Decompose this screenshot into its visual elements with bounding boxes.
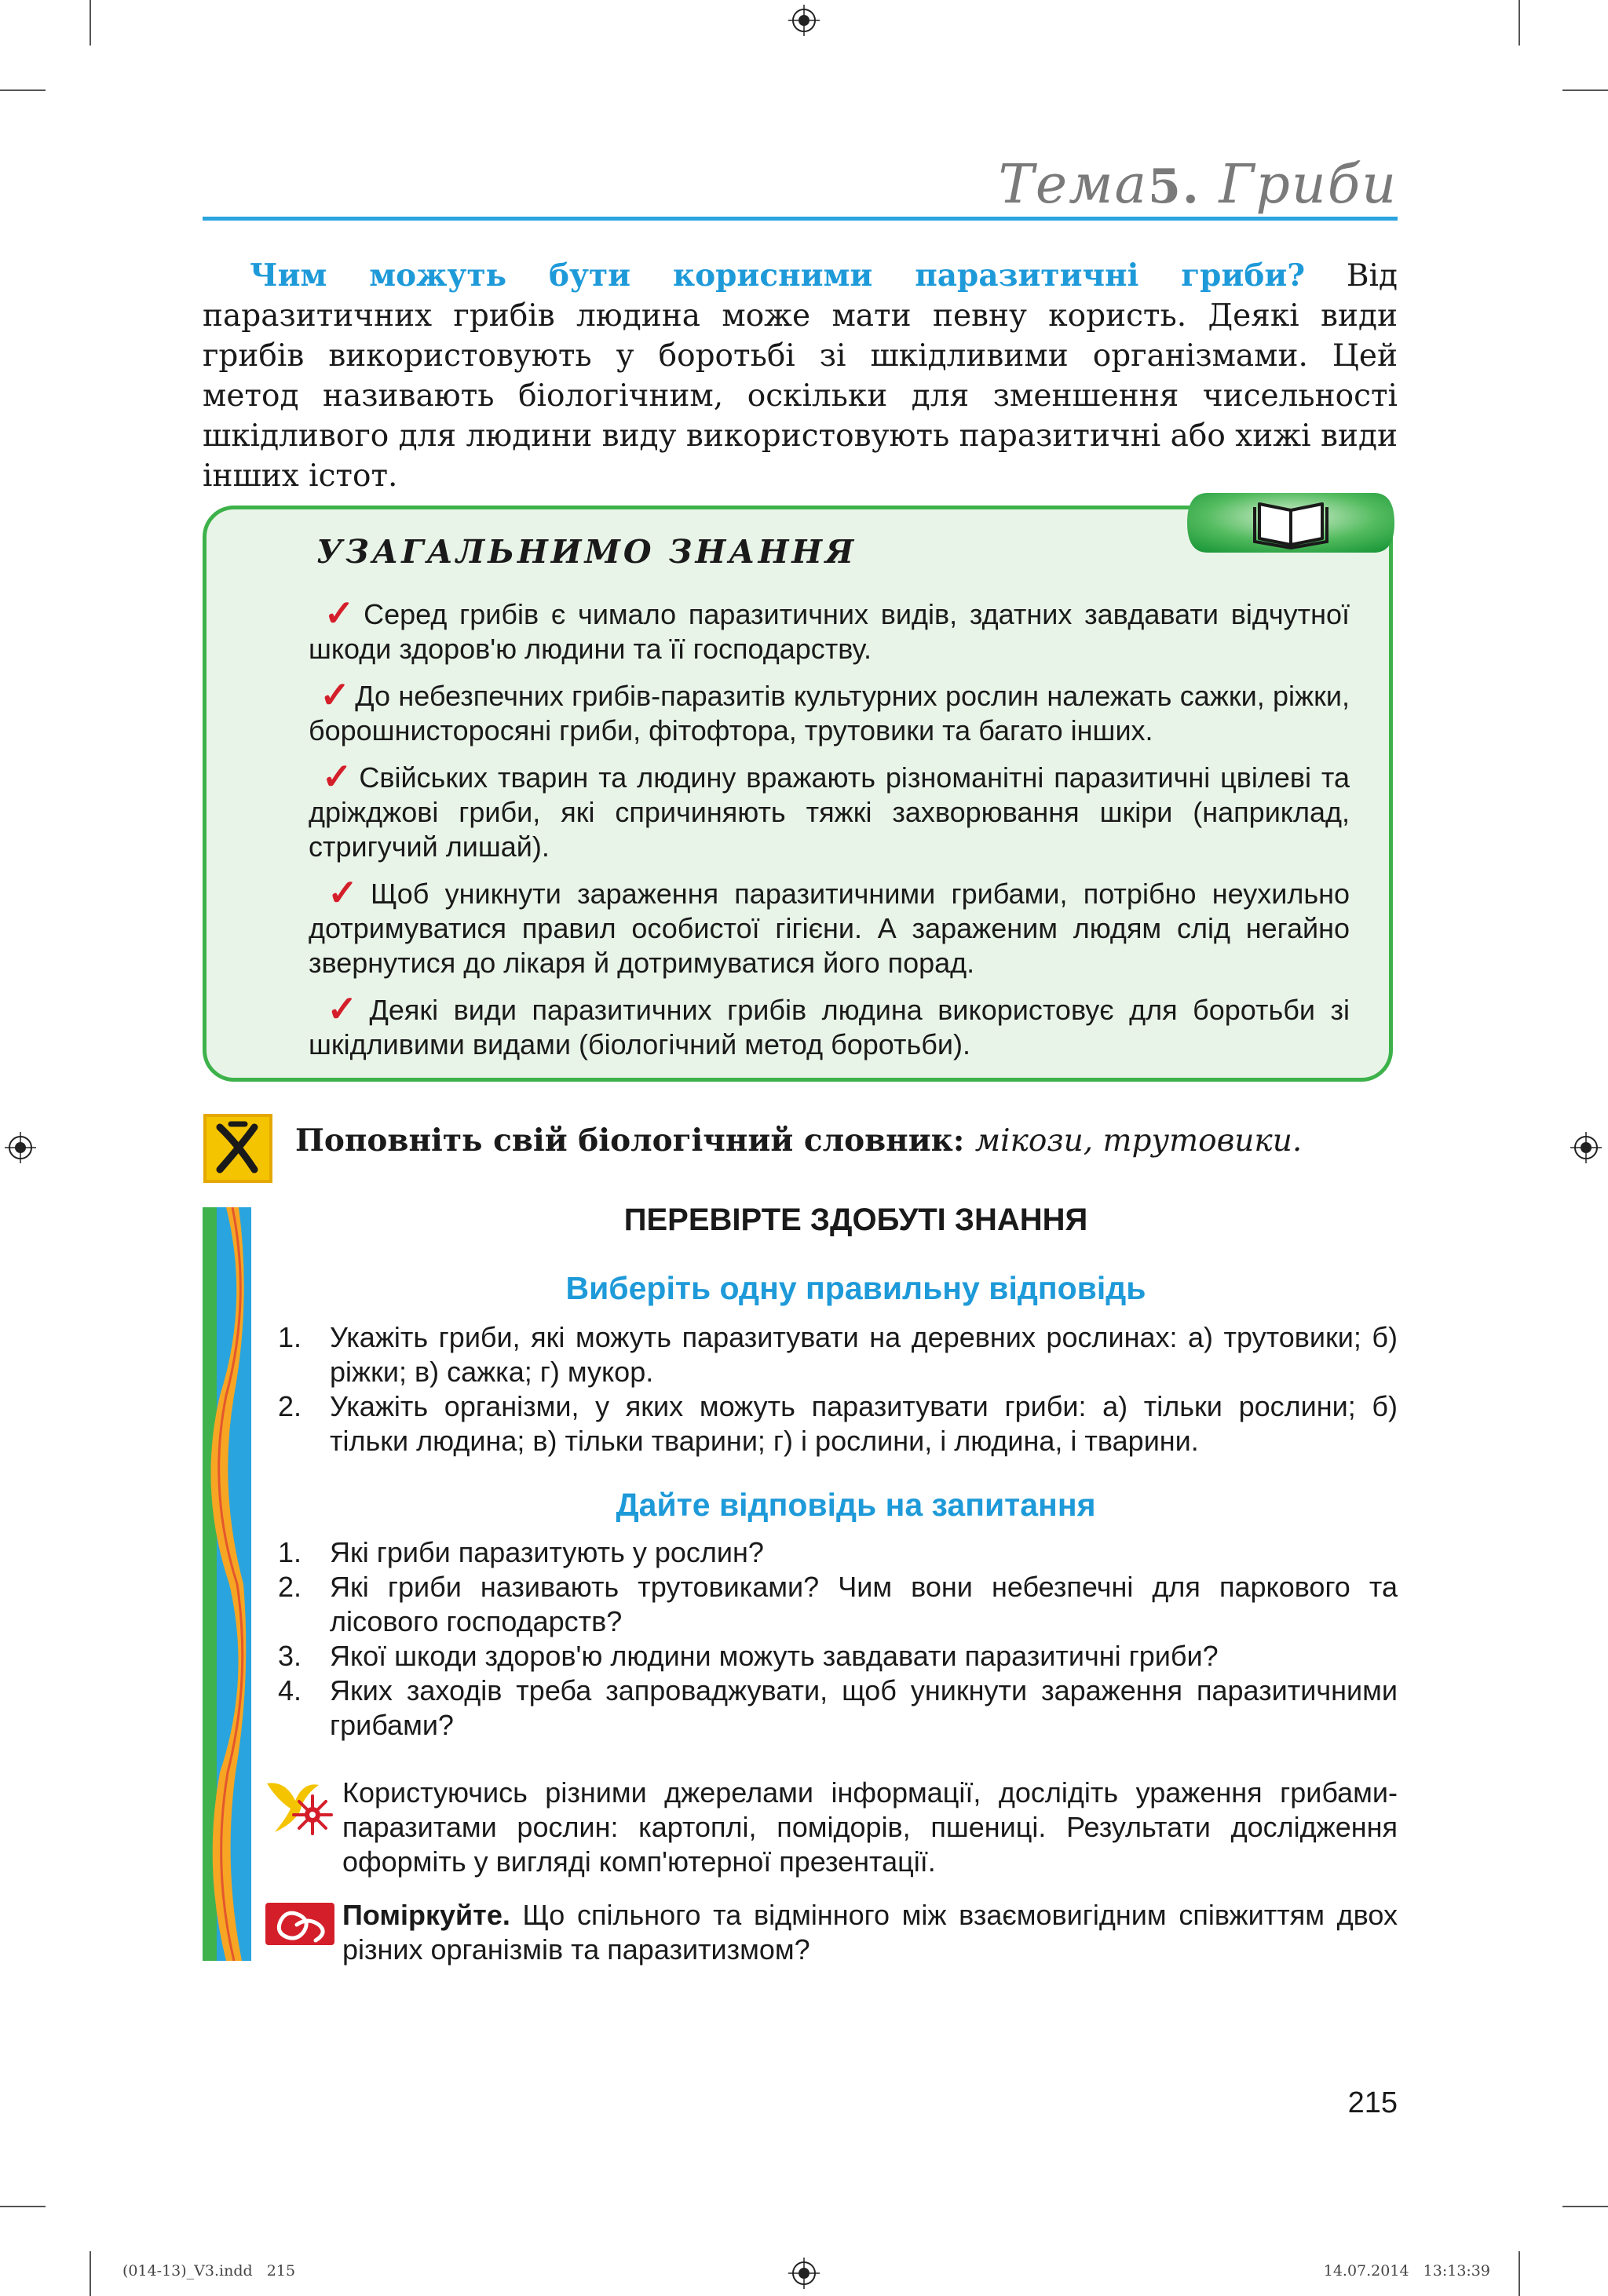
crop-mark xyxy=(1518,2251,1520,2296)
registration-mark-icon xyxy=(788,5,820,36)
crop-mark xyxy=(90,0,91,46)
crop-mark xyxy=(0,2206,46,2207)
research-icon xyxy=(264,1777,336,1840)
book-icon xyxy=(1184,487,1398,559)
list-item: 1. Укажіть гриби, які можуть паразитувати на деревних рослинах: а) трутовики; б) ріжки; в) сажка; г) мукор. xyxy=(278,1321,1398,1388)
summary-title: УЗАГАЛЬНИМО ЗНАННЯ xyxy=(316,533,857,571)
summary-list xyxy=(309,593,1350,1073)
check-title: ПЕРЕВІРТЕ ЗДОБУТІ ЗНАННЯ xyxy=(623,1203,1088,1237)
summary-item: ✓ Деякі види паразитичних грибів людина використовує для боротьби зі шкідливими видами (біологічний метод боротьби). xyxy=(309,988,1350,1060)
checkmark-icon: ✓ xyxy=(320,756,355,797)
crop-mark xyxy=(1562,2206,1608,2207)
checkmark-icon: ✓ xyxy=(320,593,360,633)
footer-file: (014-13)_V3.indd 215 xyxy=(122,2262,296,2280)
list-item: 2. Укажіть організми, у яких можуть паразитувати гриби: а) тільки рослини; б) тільки людина; в) тільки тварини; г) і рослини, і людина, і тварини. xyxy=(278,1390,1398,1457)
research-task xyxy=(264,1776,1398,1879)
checkmark-icon: ✓ xyxy=(320,988,365,1029)
running-header xyxy=(999,154,1398,216)
summary-item: ✓ Серед грибів є чимало паразитичних видів, здатних завдавати відчутної шкоди здоров'ю людини та її господарству. xyxy=(309,593,1350,665)
summary-box xyxy=(203,506,1393,1082)
theme-name: Гриби xyxy=(1219,154,1398,216)
checkmark-icon: ✓ xyxy=(320,872,367,913)
theme-number: 5. xyxy=(1148,159,1201,214)
list-item: 2. Які гриби називають трутовиками? Чим вони небезпечні для паркового та лісового господарств? xyxy=(278,1571,1398,1637)
intro-text: Від паразитичних грибів людина може мати певну користь. Деякі види грибів використовують у боротьбі зі шкідливими організмами. Цей метод називають біологічним, оскільки для зменшення чисельності шкідливого для людини виду використовують паразитичні або хижі види інших істот. xyxy=(203,258,1398,494)
list-item: 3. Якої шкоди здоров'ю людини можуть завдавати паразитичні гриби? xyxy=(278,1640,1219,1672)
page-number: 215 xyxy=(1347,2086,1398,2119)
intro-lead: Чим можуть бути корисними паразитичні гриби? xyxy=(250,257,1306,294)
summary-item: ✓ До небезпечних грибів-паразитів культурних рослин належать сажки, ріжки, борошнисторосяні гриби, фітофтора, трутовики та багато інших. xyxy=(309,674,1350,746)
registration-mark-icon xyxy=(1570,1132,1602,1163)
summary-item: ✓ Свійських тварин та людину вражають різноманітні паразитичні цвілеві та дріжджові гриби, які спричиняють тяжкі захворювання шкіри (наприклад, стригучий лишай). xyxy=(309,756,1350,863)
list-item: 4. Яких заходів треба запроваджувати, щоб уникнути зараження паразитичними грибами? xyxy=(278,1674,1398,1741)
crop-mark xyxy=(1562,89,1608,91)
vocabulary-terms: мікози, трутовики. xyxy=(974,1123,1303,1159)
vocabulary-label: Поповніть свій біологічний словник: xyxy=(295,1122,965,1159)
crop-mark xyxy=(0,89,46,91)
theme-label: Тема xyxy=(998,154,1149,216)
research-text: Користуючись різними джерелами інформації, дослідіть ураження грибами-паразитами рослин: картоплі, помідорів, пшениці. Результати дослідження оформіть у вигляді комп'ютерної презентації. xyxy=(342,1776,1398,1878)
think-task xyxy=(264,1898,1398,1967)
answer-list xyxy=(278,1535,1398,1743)
crop-mark xyxy=(90,2251,91,2296)
summary-item: ✓ Щоб уникнути зараження паразитичними грибами, потрібно неухильно дотримуватися правил особистої гігієни. А зараженим людям слід негайно звернутися до лікаря й дотримуватися його порад. xyxy=(309,872,1350,979)
crop-mark xyxy=(1518,0,1520,46)
decorative-side-strip xyxy=(203,1207,251,1961)
registration-mark-icon xyxy=(5,1132,36,1163)
choose-title: Виберіть одну правильну відповідь xyxy=(565,1270,1146,1306)
vocabulary-line xyxy=(295,1122,1302,1159)
footer-timestamp: 14.07.2014 13:13:39 xyxy=(1323,2262,1490,2280)
list-item: 1. Які гриби паразитують у рослин? xyxy=(278,1536,764,1568)
intro-paragraph xyxy=(203,256,1398,496)
choose-list xyxy=(278,1320,1398,1458)
think-icon xyxy=(264,1901,336,1947)
answer-title: Дайте відповідь на запитання xyxy=(616,1487,1096,1523)
registration-mark-icon xyxy=(788,2258,820,2289)
header-rule xyxy=(203,217,1398,221)
vocabulary-icon xyxy=(203,1113,273,1184)
think-text: Що спільного та відмінного між взаємовигідним співжиттям двох різних організмів та паразитизмом? xyxy=(342,1899,1398,1966)
think-label: Поміркуйте. xyxy=(342,1899,510,1931)
checkmark-icon: ✓ xyxy=(320,674,351,715)
